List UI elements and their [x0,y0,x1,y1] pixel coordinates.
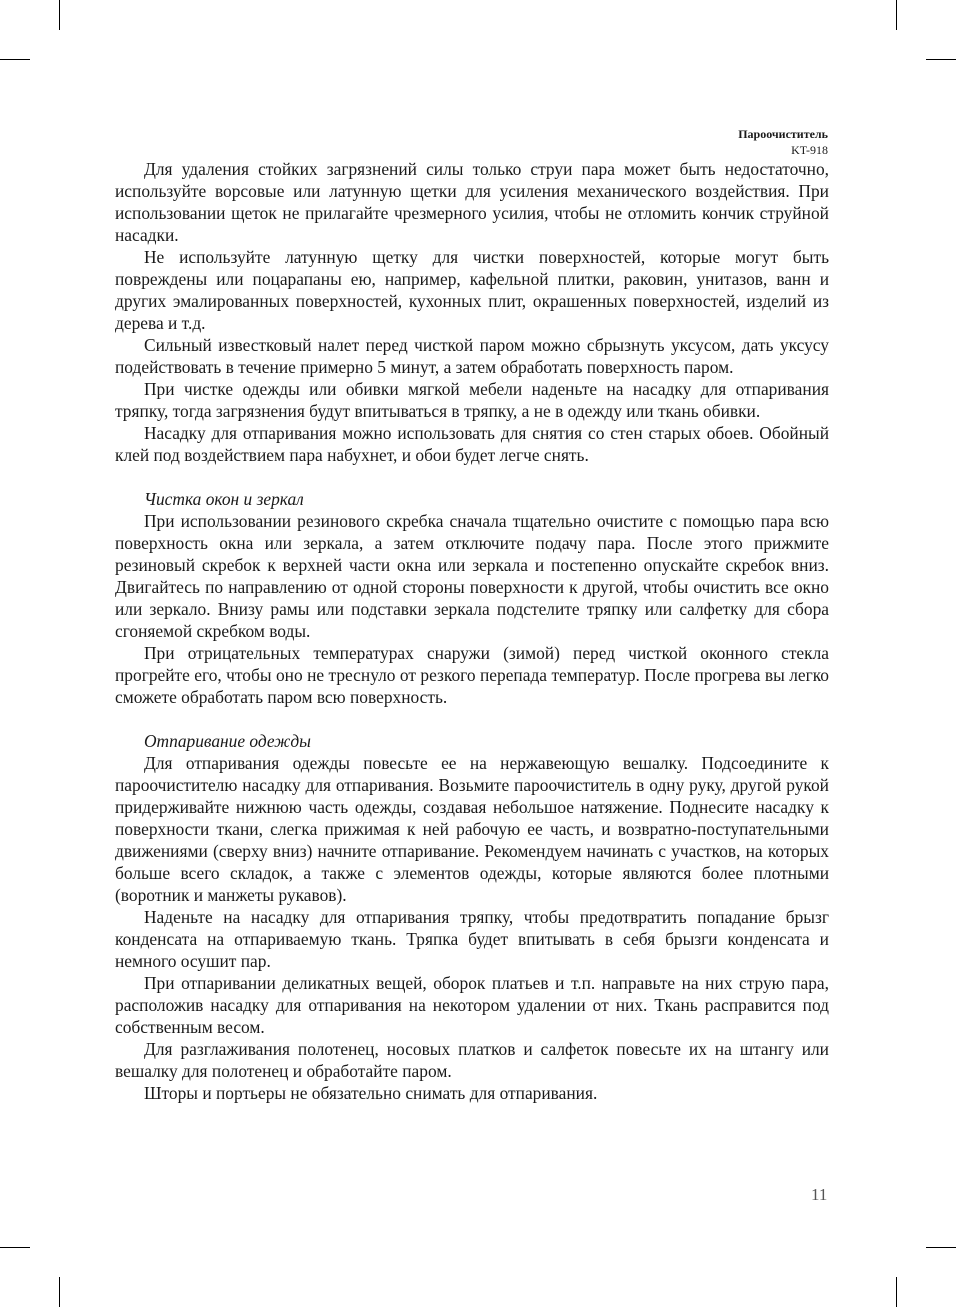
paragraph: При отпаривании деликатных вещей, оборок платьев и т.п. направьте на них струю пара, расположив насадку для отпаривания на некотором удалении от них. Ткань расправится под собственным весом. [115,973,829,1037]
paragraph: Для разглаживания полотенец, носовых платков и салфеток повесьте их на штангу или вешалку для полотенец и обработайте паром. [115,1039,829,1081]
crop-mark [59,1277,60,1307]
page-content [115,158,829,1104]
crop-mark [926,1247,956,1248]
page-number: 11 [811,1185,828,1204]
paragraph: При отрицательных температурах снаружи (зимой) перед чисткой оконного стекла прогрейте его, чтобы оно не треснуло от резкого перепада температур. После прогрева вы легко сможете обработать паром всю поверхность. [115,643,829,707]
crop-mark [0,59,30,60]
header-model: KT-918 [791,143,828,157]
paragraph: Для удаления стойких загрязнений силы только струи пара может быть недостаточно, используйте ворсовые или латунную щетки для усиления механического воздействия. При использовании щеток не прилагайте чрезмерного усилия, чтобы не отломить кончик струйной насадки. [115,159,829,245]
crop-mark [59,0,60,30]
crop-mark [896,0,897,30]
paragraph: Насадку для отпаривания можно использовать для снятия со стен старых обоев. Обойный клей под воздействием пара набухнет, и обои будет легче снять. [115,423,829,465]
crop-mark [896,1277,897,1307]
paragraph: Не используйте латунную щетку для чистки поверхностей, которые могут быть повреждены или поцарапаны ею, например, кафельной плитки, раковин, унитазов, ванн и других эмалированных поверхностей, кухонных плит, окрашенных поверхностей, изделий из дерева и т.д. [115,247,829,333]
paragraph: Для отпаривания одежды повесьте ее на нержавеющую вешалку. Подсоедините к пароочистителю насадку для отпаривания. Возьмите пароочиститель в одну руку, другой рукой придерживайте нижнюю часть одежды, создавая небольшое натяжение. Поднесите насадку к поверхности ткани, слегка прижимая к ней рабочую ее часть, и возвратно-поступательными движениями (сверху вниз) начните отпаривание. Рекомендуем начинать с участков, на которых больше всего складок, а также с элементов одежды, которые являются более плотными (воротник и манжеты рукавов). [115,753,829,905]
section-title-clothes: Отпаривание одежды [144,731,311,751]
running-header [738,126,828,158]
paragraph: При использовании резинового скребка сначала тщательно очистите с помощью пара всю поверхность окна или зеркала, а затем отключите подачу пара. После этого прижмите резиновый скребок к верхней части окна или зеркала и постепенно опускайте скребок вниз. Двигайтесь по направлению от одной стороны поверхности к другой, чтобы очистить все окно или зеркало. Внизу рамы или подставки зеркала подстелите тряпку или салфетку для сбора сгоняемой скребком воды. [115,511,829,641]
paragraph: Сильный известковый налет перед чисткой паром можно сбрызнуть уксусом, дать уксусу подействовать в течение примерно 5 минут, а затем обработать поверхность паром. [115,335,829,377]
paragraph: Наденьте на насадку для отпаривания тряпку, чтобы предотвратить попадание брызг конденсата на отпариваемую ткань. Тряпка будет впитывать в себя брызги конденсата и немного осушит пар. [115,907,829,971]
header-product: Пароочиститель [738,127,828,141]
section-title-windows: Чистка окон и зеркал [144,489,304,509]
paragraph: Шторы и портьеры не обязательно снимать для отпаривания. [144,1083,598,1103]
paragraph: При чистке одежды или обивки мягкой мебели наденьте на насадку для отпаривания тряпку, тогда загрязнения будут впитываться в тряпку, а не в одежду или ткань обивки. [115,379,829,421]
crop-mark [926,59,956,60]
crop-mark [0,1247,30,1248]
